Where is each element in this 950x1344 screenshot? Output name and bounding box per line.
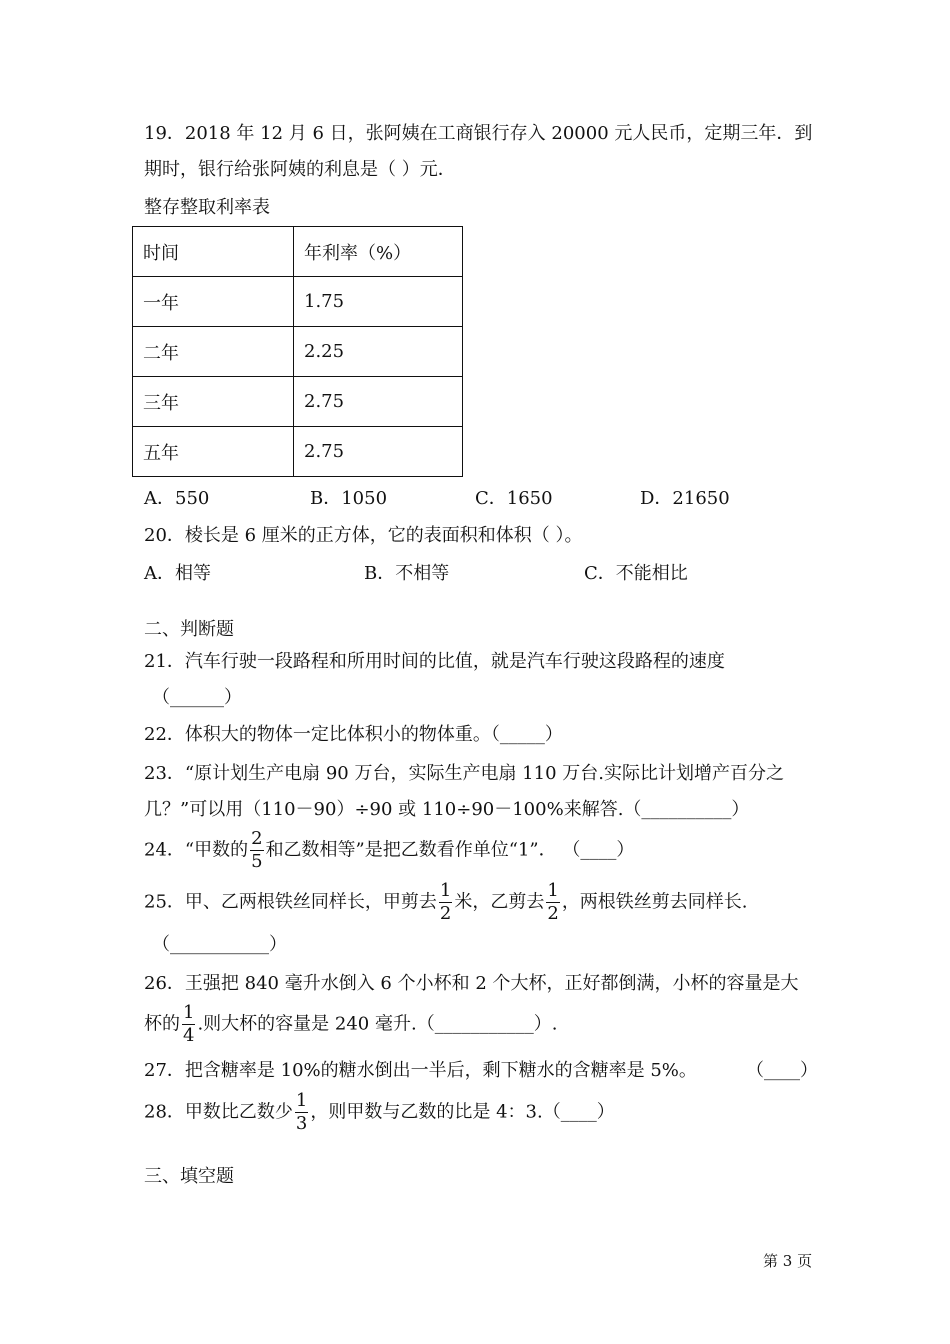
question-20: 20．棱长是 6 厘米的正方体，它的表面积和体积（ ）。 [144, 525, 583, 546]
q25-text-middle: 米，乙剪去 [454, 891, 545, 913]
section-2-title: 二、判断题 [144, 619, 234, 640]
question-24 [144, 830, 634, 871]
table-cell: 一年 [133, 277, 294, 327]
table-row [133, 427, 463, 477]
section-3-title: 三、填空题 [144, 1166, 234, 1187]
table-cell: 二年 [133, 327, 294, 377]
fraction [546, 882, 559, 923]
fraction-numerator: 1 [547, 880, 559, 901]
table-cell: 三年 [133, 377, 294, 427]
fraction-denominator: 4 [183, 1025, 195, 1046]
question-21-line-1: 21．汽车行驶一段路程和所用时间的比值，就是汽车行驶这段路程的速度 [144, 651, 725, 672]
fraction [295, 1092, 308, 1133]
table-header-cell: 年利率（%） [294, 227, 463, 277]
table-row [133, 377, 463, 427]
question-27: 27．把含糖率是 10%的糖水倒出一半后，剩下糖水的含糖率是 5%。 [144, 1060, 697, 1081]
question-21-line-2: （______） [152, 687, 242, 708]
question-19-line-2: 期时，银行给张阿姨的利息是（ ）元． [144, 159, 456, 180]
q19-option-b: B．1050 [310, 488, 388, 509]
fraction [182, 1004, 195, 1045]
table-cell: 2.75 [294, 427, 463, 477]
fraction [250, 830, 263, 871]
q20-option-a: A．相等 [144, 563, 211, 584]
table-title: 整存整取利率表 [144, 197, 270, 218]
interest-rate-table [132, 226, 463, 477]
q20-option-b: B．不相等 [364, 563, 450, 584]
question-22: 22．体积大的物体一定比体积小的物体重。（_____） [144, 724, 563, 745]
q28-text-after: ，则甲数与乙数的比是 4：3.（____） [310, 1101, 615, 1123]
table-row [133, 277, 463, 327]
fraction-numerator: 1 [295, 1090, 308, 1111]
q25-text-after: ，两根铁丝剪去同样长. [561, 891, 748, 913]
fraction [439, 882, 452, 923]
q19-option-a: A．550 [144, 488, 210, 509]
question-28 [144, 1092, 615, 1133]
question-26-line-1: 26．王强把 840 毫升水倒入 6 个小杯和 2 个大杯，正好都倒满，小杯的容量是大 [144, 973, 799, 994]
fraction-denominator: 5 [251, 851, 263, 872]
q27-answer-blank: （____） [746, 1060, 818, 1081]
question-25-line-2: （___________） [152, 934, 287, 955]
table-header-cell: 时间 [133, 227, 294, 277]
fraction-numerator: 2 [251, 828, 263, 849]
question-26-line-2 [144, 1004, 557, 1045]
q24-text-before: 24．“甲数的 [144, 839, 249, 861]
q19-option-d: D．21650 [640, 488, 730, 509]
q28-text-before: 28．甲数比乙数少 [144, 1101, 293, 1123]
q24-text-after: 和乙数相等”是把乙数看作单位“1”． （____） [265, 839, 635, 861]
question-19-line-1: 19．2018 年 12 月 6 日，张阿姨在工商银行存入 20000 元人民币，定期三年．到 [144, 123, 813, 144]
fraction-denominator: 2 [547, 903, 559, 924]
table-header-row [133, 227, 463, 277]
table-row [133, 327, 463, 377]
question-25-line-1 [144, 882, 748, 923]
fraction-numerator: 1 [183, 1002, 195, 1023]
q19-option-c: C．1650 [475, 488, 553, 509]
q26-text-after: .则大杯的容量是 240 毫升.（___________）. [197, 1013, 558, 1035]
question-23-line-1: 23．“原计划生产电扇 90 万台，实际生产电扇 110 万台.实际比计划增产百分之 [144, 763, 784, 784]
table-cell: 2.25 [294, 327, 463, 377]
fraction-denominator: 2 [439, 903, 452, 924]
question-23-line-2: 几？”可以用（110－90）÷90 或 110÷90－100%来解答.（__________） [144, 799, 750, 820]
q20-option-c: C．不能相比 [584, 563, 688, 584]
fraction-denominator: 3 [295, 1113, 308, 1134]
q25-text-before: 25．甲、乙两根铁丝同样长，甲剪去 [144, 891, 437, 913]
fraction-numerator: 1 [439, 880, 452, 901]
table-cell: 2.75 [294, 377, 463, 427]
q26-text-before: 杯的 [144, 1013, 180, 1035]
table-cell: 五年 [133, 427, 294, 477]
page-number: 第 3 页 [763, 1252, 813, 1270]
table-cell: 1.75 [294, 277, 463, 327]
